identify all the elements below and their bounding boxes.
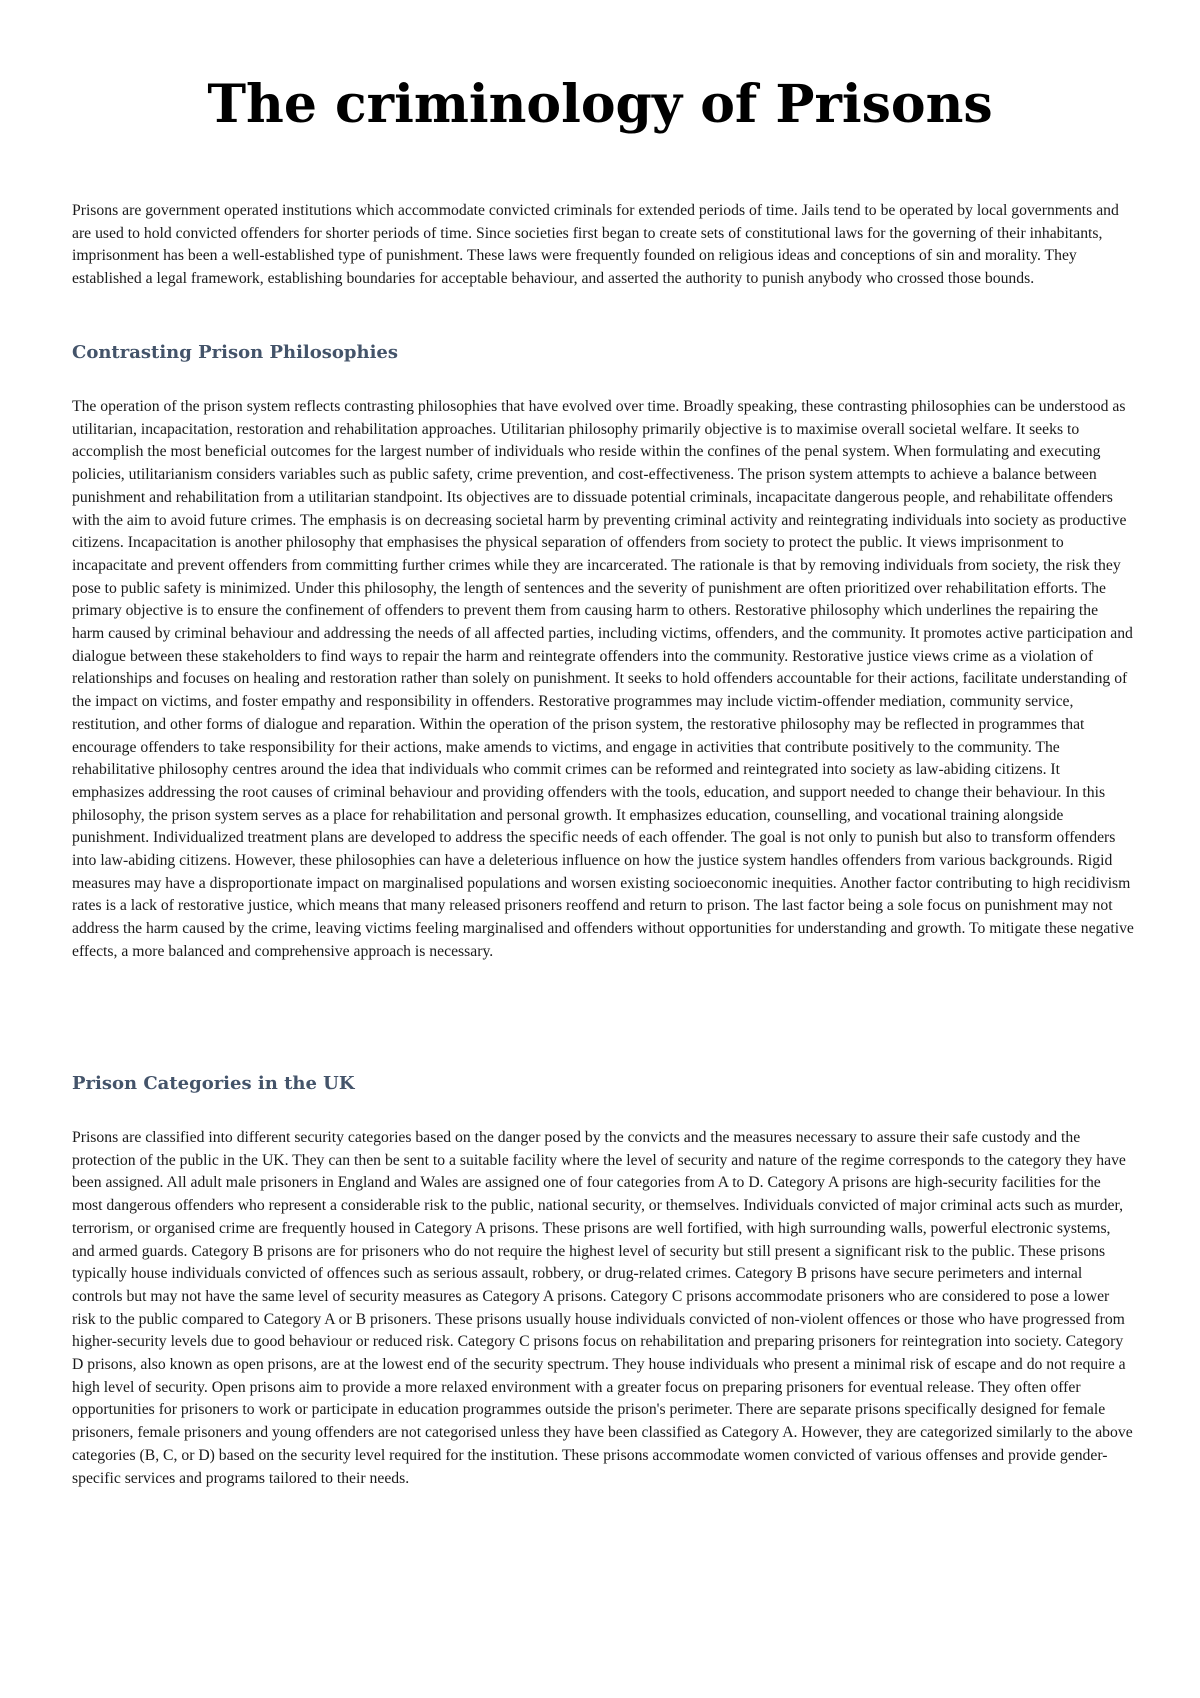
intro-paragraph: Prisons are government operated institutions which accommodate convicted criminals for extended periods of time. Jails tend to be operated by local governments and are used to hold convicted offenders for shorter periods of time. Since societies first began to create sets of constitutional laws for the governing of their inhabitants, imprisonment has been a well-established type of punishment. These laws were frequently founded on religious ideas and conceptions of sin and morality. They established a legal framework, establishing boundaries for acceptable behaviour, and asserted the authority to punish anybody who crossed those bounds. — [72, 202, 1119, 288]
section-body-philosophies: The operation of the prison system reflects contrasting philosophies that have evolved over time. Broadly speaking, these contrasting philosophies can be understood as utilitarian, incapacitation, restoration and rehabilitation approaches. Utilitarian philosophy primarily objective is to maximise overall societal welfare. It seeks to accomplish the most beneficial outcomes for the largest number of individuals who reside within the confines of the penal system. When formulating and executing policies, utilitarianism considers variables such as public safety, crime prevention, and cost-effectiveness. The prison system attempts to achieve a balance between punishment and rehabilitation from a utilitarian standpoint. Its objectives are to dissuade potential criminals, incapacitate dangerous people, and rehabilitate offenders with the aim to avoid future crimes. The emphasis is on decreasing societal harm by preventing criminal activity and reintegrating individuals into society as productive citizens. Incapacitation is another philosophy that emphasises the physical separation of offenders from society to protect the public. It views imprisonment to incapacitate and prevent offenders from committing further crimes while they are incarcerated. The rationale is that by removing individuals from society, the risk they pose to public safety is minimized. Under this philosophy, the length of sentences and the severity of punishment are often prioritized over rehabilitation efforts. The primary objective is to ensure the confinement of offenders to prevent them from causing harm to others. Restorative philosophy which underlines the repairing the harm caused by criminal behaviour and addressing the needs of all affected parties, including victims, offenders, and the community. It promotes active participation and dialogue between these stakeholders to find ways to repair the harm and reintegrate offenders into the community. Restorative justice views crime as a violation of relationships and focuses on healing and restoration rather than solely on punishment. It seeks to hold offenders accountable for their actions, facilitate understanding of the impact on victims, and foster empathy and responsibility in offenders. Restorative programmes may include victim-offender mediation, community service, restitution, and other forms of dialogue and reparation. Within the operation of the prison system, the restorative philosophy may be reflected in programmes that encourage offenders to take responsibility for their actions, make amends to victims, and engage in activities that contribute positively to the community. The rehabilitative philosophy centres around the idea that individuals who commit crimes can be reformed and reintegrated into society as law-abiding citizens. It emphasizes addressing the root causes of criminal behaviour and providing offenders with the tools, education, and support needed to change their behaviour. In this philosophy, the prison system serves as a place for rehabilitation and personal growth. It emphasizes education, counselling, and vocational training alongside punishment. Individualized treatment plans are developed to address the specific needs of each offender. The goal is not only to punish but also to transform offenders into law-abiding citizens. However, these philosophies can have a deleterious influence on how the justice system handles offenders from various backgrounds. Rigid measures may have a disproportionate impact on marginalised populations and worsen existing socioeconomic inequities. Another factor contributing to high recidivism rates is a lack of restorative justice, which means that many released prisoners reoffend and return to prison. The last factor being a sole focus on punishment may not address the harm caused by the crime, leaving victims feeling marginalised and offenders without opportunities for understanding and growth. To mitigate these negative effects, a more balanced and comprehensive approach is necessary. — [72, 398, 1134, 960]
section-body-categories: Prisons are classified into different security categories based on the danger posed by the convicts and the measures necessary to assure their safe custody and the protection of the public in the UK. They can then be sent to a suitable facility where the level of security and nature of the regime corresponds to the category they have been assigned. All adult male prisoners in England and Wales are assigned one of four categories from A to D. Category A prisons are high-security facilities for the most dangerous offenders who represent a considerable risk to the public, national security, or themselves. Individuals convicted of major criminal acts such as murder, terrorism, or organised crime are frequently housed in Category A prisons. These prisons are well fortified, with high surrounding walls, powerful electronic systems, and armed guards. Category B prisons are for prisoners who do not require the highest level of security but still present a significant risk to the public. These prisons typically house individuals convicted of offences such as serious assault, robbery, or drug-related crimes. Category B prisons have secure perimeters and internal controls but may not have the same level of security measures as Category A prisons. Category C prisons accommodate prisoners who are considered to pose a lower risk to the public compared to Category A or B prisoners. These prisons usually house individuals convicted of non-violent offences or those who have progressed from higher-security levels due to good behaviour or reduced risk. Category C prisons focus on rehabilitation and preparing prisoners for reintegration into society. Category D prisons, also known as open prisons, are at the lowest end of the security spectrum. They house individuals who present a minimal risk of escape and do not require a high level of security. Open prisons aim to provide a more relaxed environment with a greater focus on preparing prisoners for eventual release. They often offer opportunities for prisoners to work or participate in education programmes outside the prison's perimeter. There are separate prisons specifically designed for female prisoners, female prisoners and young offenders are not categorised unless they have been classified as Category A. However, they are categorized similarly to the above categories (B, C, or D) based on the security level required for the institution. These prisons accommodate women convicted of various offenses and provide gender-specific services and programs tailored to their needs. — [72, 1129, 1133, 1487]
section-heading-philosophies: Contrasting Prison Philosophies — [72, 342, 398, 363]
section-heading-categories: Prison Categories in the UK — [72, 1073, 355, 1094]
page-title: The criminology of Prisons — [207, 74, 993, 135]
